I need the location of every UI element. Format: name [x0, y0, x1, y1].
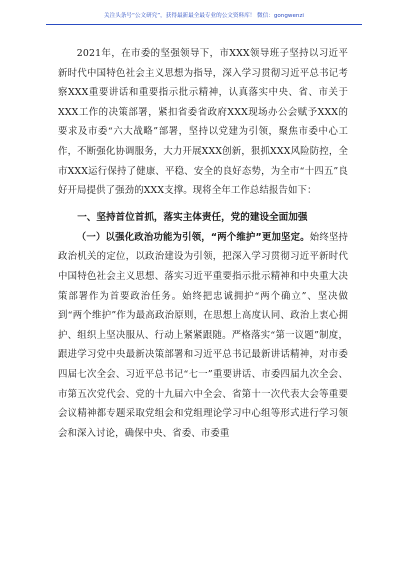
intro-paragraph: 2021年，在市委的坚强领导下，市XXX领导班子坚持以习近平新时代中国特色社会主义思想为指导，深入学习贯彻习近平总书记考察XXX重要讲话和重要指示批示精神，认真落实中央、省、市关于XXX工作的决策部署，紧扣省委省政府XXX现场办公会赋予XXX的要求及市委“六大战略”部署，坚持以党建为引领，聚焦市委中心工作，不断强化协调服务，大力开展XXX创新，狠抓XXX风险防控，全市XXX运行保持了健康、平稳、安全的良好态势，为全市“十四五”良好开局提供了强劲的XXX支撑。现将全年工作总结报告如下：	[58, 48, 348, 197]
document-body	[58, 44, 348, 443]
header-banner	[0, 0, 408, 30]
subsection-1-paragraph	[58, 228, 348, 444]
banner-text: 关注头条号“公文研究”，获得最新最全最专业的公文资料库！ 微信：gongwenzi	[104, 13, 304, 19]
subsection-1-body: 始终坚持政治机关的定位，以政治建设为引领，把深入学习贯彻习近平新时代中国特色社会主义思想、落实习近平重要指示批示精神和中央重大决策部署作为首要政治任务。始终把忠诚拥护“两个确立”、坚决做到“两个维护”作为最高政治原则，在思想上高度认同、政治上衷心拥护、组织上坚决服从、行动上紧紧跟随。严格落实“第一议题”制度，跟进学习党中央最新决策部署和习近平总书记最新讲话精神，对市委四届七次全会、习近平总书记“七一”重要讲话、市委四届九次全会、市第五次党代会、党的十九届六中全会、省第十一次代表大会等重要会议精神都专题采取党组会和党组理论学习中心组等形式进行学习领会和深入讨论，确保中央、省委、市委重	[58, 231, 348, 439]
section-heading-1: 一、坚持首位首抓，落实主体责任，党的建设全面加强	[77, 211, 308, 223]
banner-divider	[46, 24, 362, 25]
subsection-1-lead: （一）以强化政治功能为引领，“两个维护”更加坚定。	[76, 231, 310, 243]
